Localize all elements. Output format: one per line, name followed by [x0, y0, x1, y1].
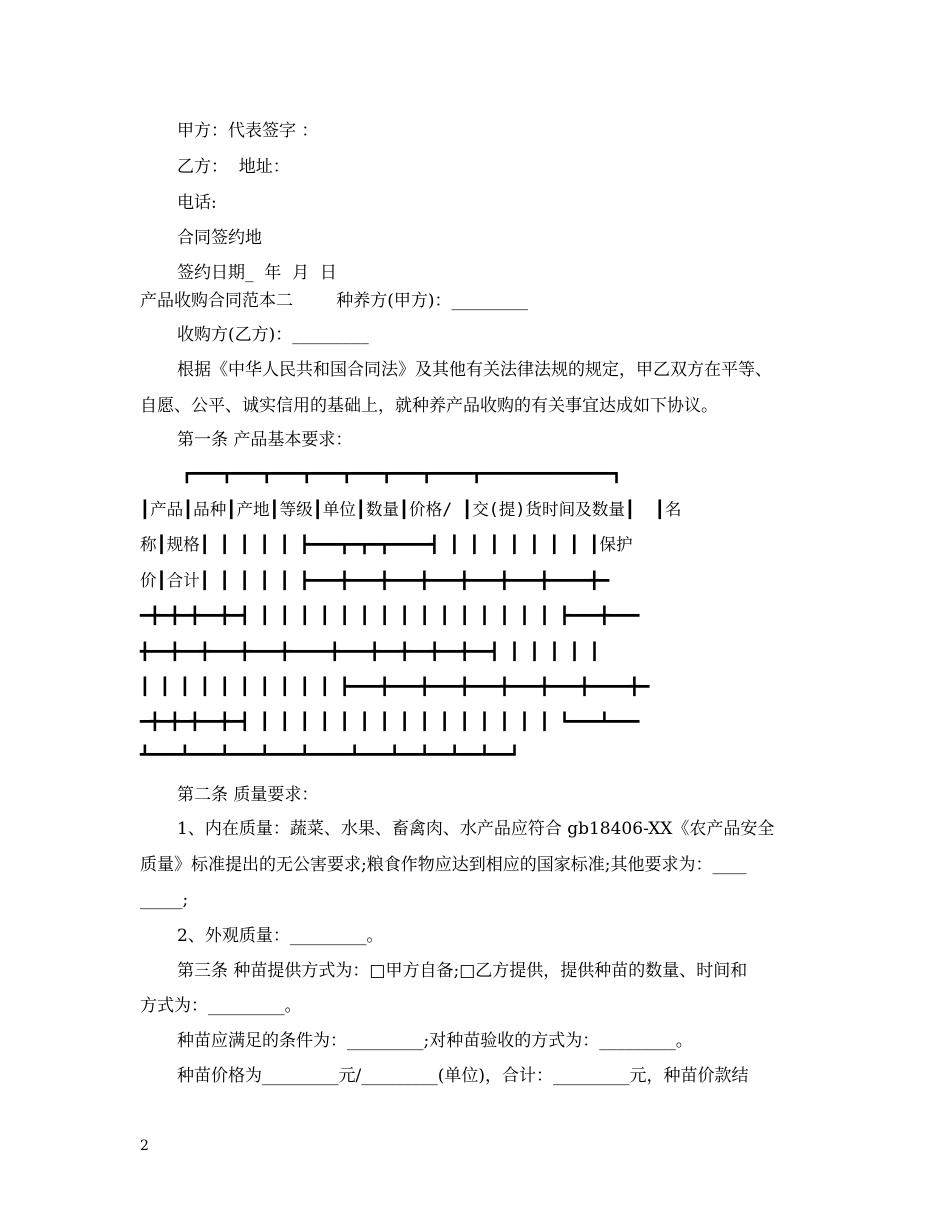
- quality-line-3: _____;: [140, 890, 189, 910]
- table-text-row-4: ━╋━╋━╋━━╋━┫ ┃ ┃ ┃ ┃ ┃ ┃ ┃ ┃ ┃ ┃ ┃ ┃ ┃ ┃ ┃ ┣━━━╋━━━: [140, 606, 640, 625]
- table-text-row-7: ━╋━╋━╋━━╋━┫ ┃ ┃ ┃ ┃ ┃ ┃ ┃ ┃ ┃ ┃ ┃ ┃ ┃ ┃ ┃ ┗━━━┻━━━: [140, 712, 640, 731]
- page-number: 2: [140, 1138, 149, 1154]
- party-b-line: 乙方： 地址：: [177, 157, 290, 177]
- party-a-line: 甲方：代表签字 ：: [177, 121, 319, 141]
- table-text-row-1: ┃产品┃品种┃产地┃等级┃单位┃数量┃价格/ ┃交(提)货时间及数量┃ ┃名: [140, 500, 682, 519]
- table-text-row-2: 称┃规格┃ ┃ ┃ ┃ ┃ ┣━━━┳━┳━┳━━━━┫ ┃ ┃ ┃ ┃ ┃ ┃ ┃ ┃保护: [140, 535, 633, 554]
- seedling-price-line: 种苗价格为_________元/_________(单位)，合计：_________元，种苗价款结: [177, 1066, 749, 1086]
- quality-line-1: 1、内在质量：蔬菜、水果、畜禽肉、水产品应符合 gb18406-XX《农产品安全: [177, 819, 775, 839]
- appearance-line: 2、外观质量：_________。: [177, 926, 384, 946]
- template-title-line: 产品收购合同范本二 种养方(甲方)：_________: [140, 291, 528, 311]
- article-1-heading: 第一条 产品基本要求：: [177, 430, 353, 450]
- table-text-row-5: ╋━━╋━━╋━━━╋━━━╋━━━━╋━━━╋━━╋━━╋━━╋━━┫ ┃ ┃ ┃ ┃ ┃: [140, 642, 600, 661]
- preamble-line-1: 根据《中华人民共和国合同法》及其他有关法律法规的规定，甲乙双方在平等、: [177, 360, 772, 380]
- article-2-heading: 第二条 质量要求：: [177, 785, 319, 805]
- preamble-line-2: 自愿、公平、诚实信用的基础上，就种养产品收购的有关事宜达成如下协议。: [140, 396, 718, 416]
- contract-place-line: 合同签约地: [177, 228, 262, 248]
- phone-line: 电话:: [177, 193, 217, 213]
- table-text-row-0: ┏━━━┳━━━┳━━━┳━━━┳━━━┳━━━┳━━━━┳━━━━━━━━━━━━━┓: [182, 464, 622, 483]
- table-text-row-8: ┻━━━┻━━━┻━━━┻━━━┻━━━━┻━━━┻━━┻━━┻━━┻━━┛: [140, 745, 520, 764]
- article-3-line-2: 方式为：_________。: [140, 996, 302, 1016]
- table-text-row-3: 价┃合计┃ ┃ ┃ ┃ ┃ ┣━━━╋━━━╋━━━╋━━━╋━━━╋━━━╋━━━━╋━: [140, 571, 610, 590]
- seedling-conditions-line: 种苗应满足的条件为：_________;对种苗验收的方式为：_________。: [177, 1031, 693, 1051]
- article-3-line-1: 第三条 种苗提供方式为：□甲方自备;□乙方提供，提供种苗的数量、时间和: [177, 961, 748, 981]
- table-text-row-6: ┃ ┃ ┃ ┃ ┃ ┃ ┃ ┃ ┃ ┃ ┣━━━╋━━━╋━━━╋━━━╋━━━╋━━━╋━━━━╋━: [140, 677, 650, 696]
- sign-date-line: 签约日期_ 年 月 日: [177, 263, 337, 283]
- quality-line-2: 质量》标准提出的无公害要求;粮食作物应达到相应的国家标准;其他要求为：____: [140, 855, 747, 875]
- buyer-line: 收购方(乙方)：_________: [177, 325, 369, 345]
